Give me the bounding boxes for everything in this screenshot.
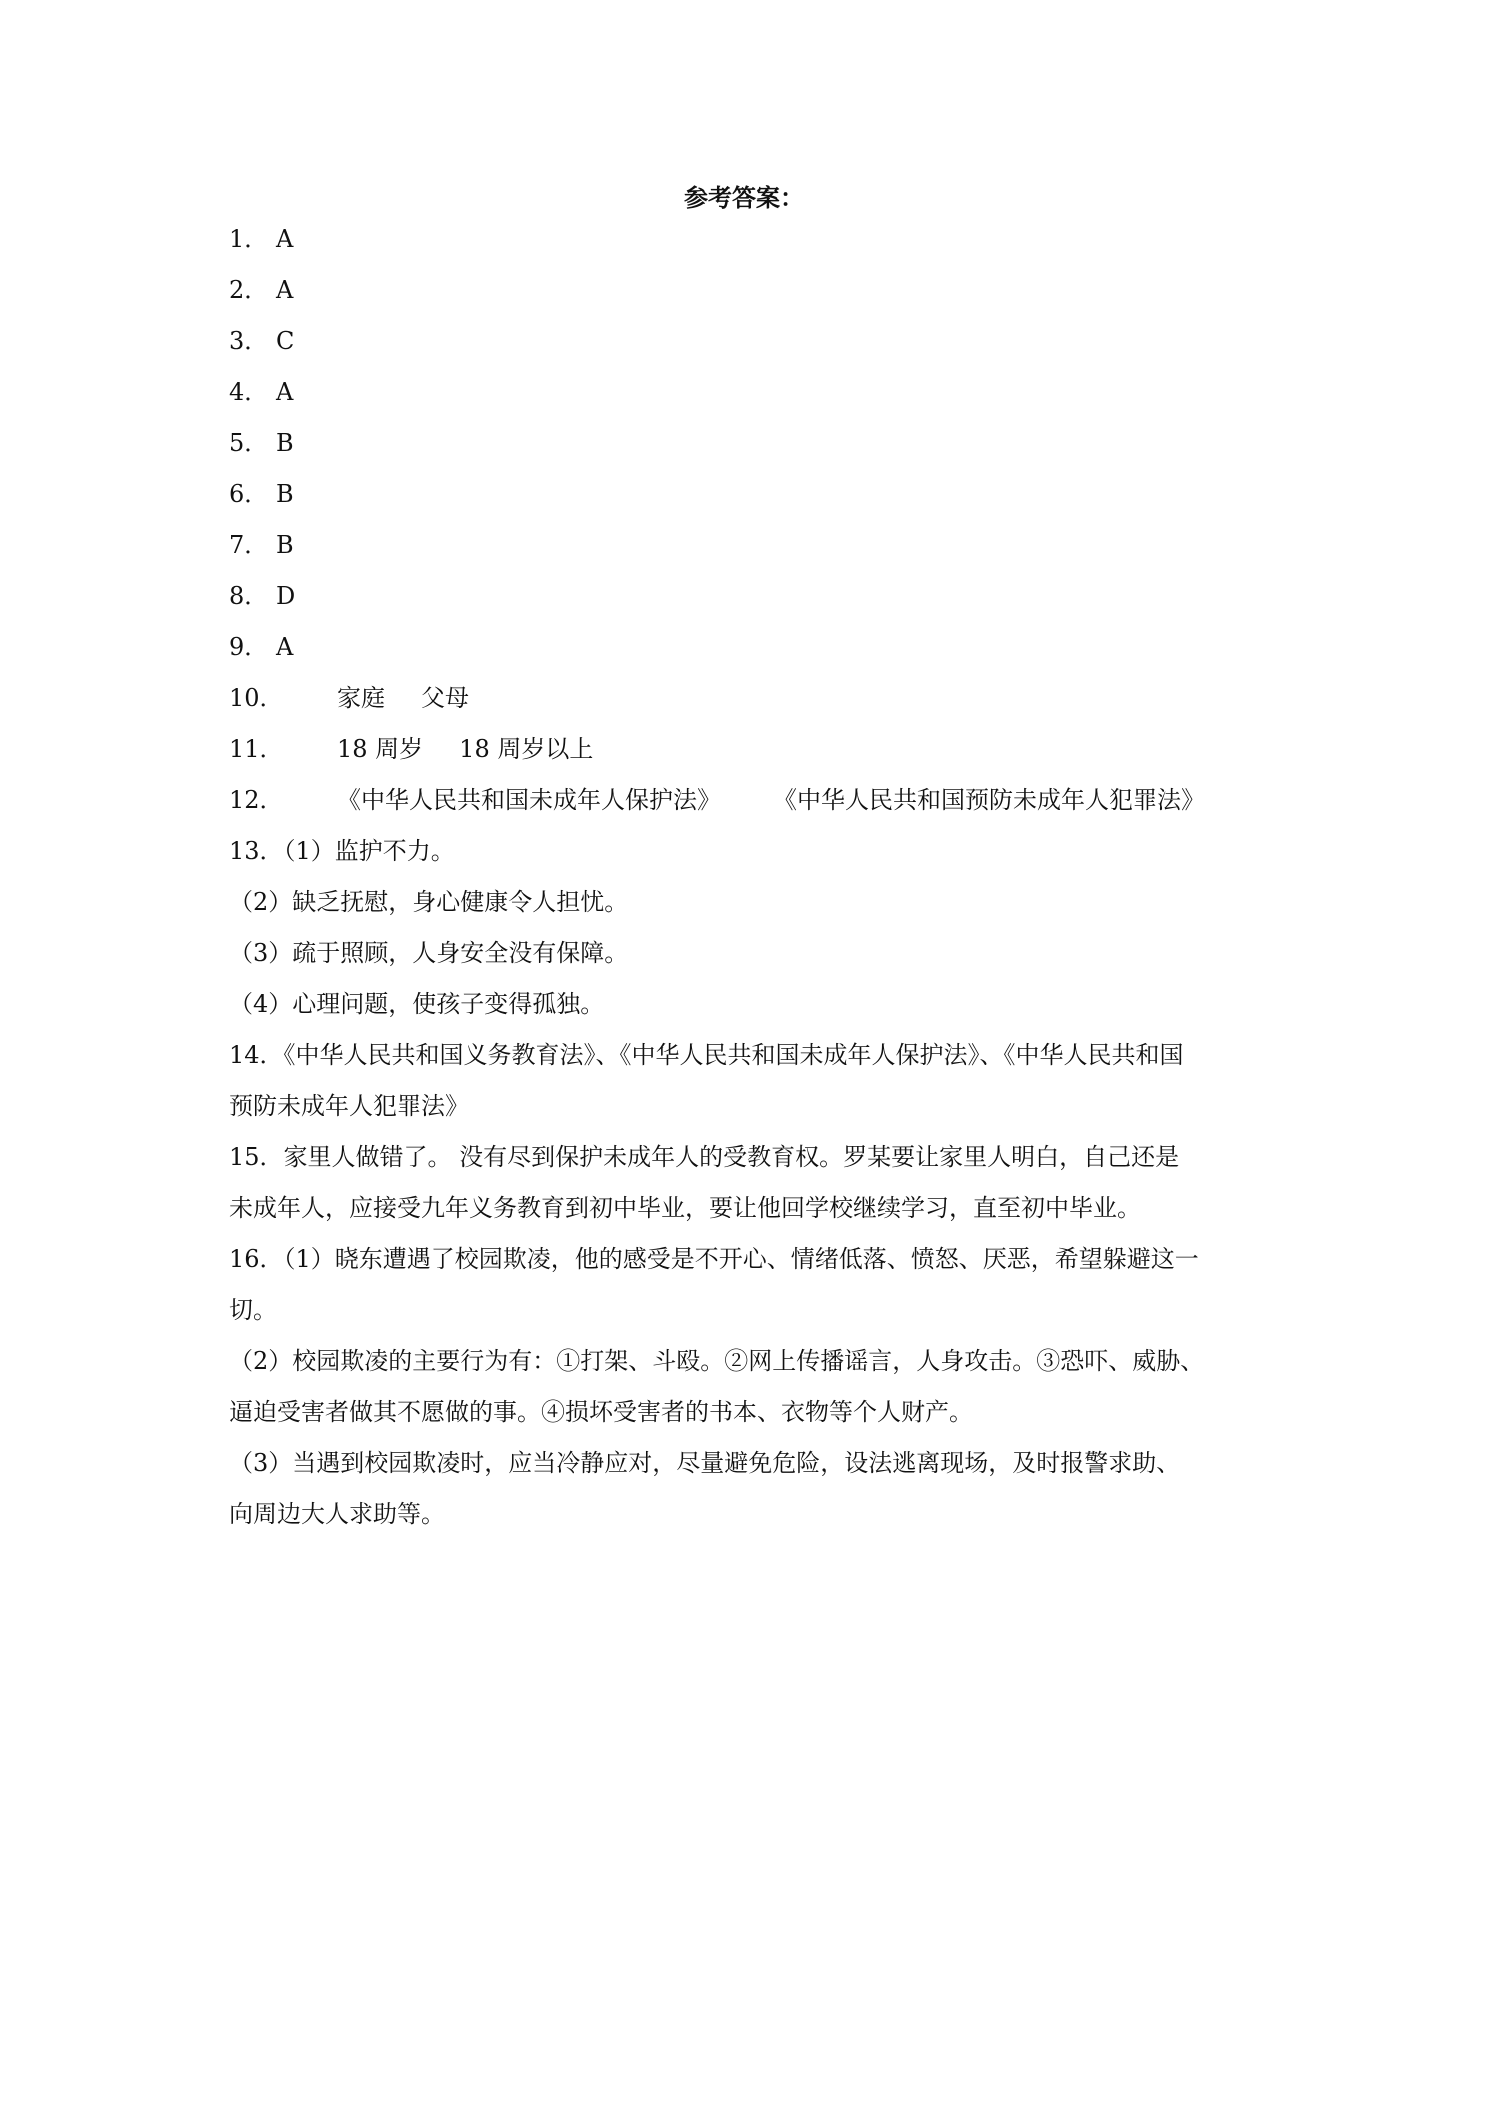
answer-line-q14-1: 14．《中华人民共和国义务教育法》、《中华人民共和国未成年人保护法》、《中华人民共和国 [229,1041,1184,1069]
answer-line-q11 [229,724,1269,775]
answer-line [229,265,1269,316]
question-number: 7． [229,531,269,559]
answer-text: B [276,480,294,508]
answer-line-q16-6: 向周边大人求助等。 [229,1500,445,1528]
answer-line-q13-2: （2）缺乏抚慰，身心健康令人担忧。 [229,888,629,916]
answer-text: A [276,633,294,661]
answer-line-q10 [229,673,1269,724]
answer-text: C [276,327,295,355]
question-number: 8． [229,582,269,610]
answer-line [229,367,1269,418]
question-number: 10． [229,684,284,712]
answer-line [229,418,1269,469]
answer-line-q13-4: （4）心理问题，使孩子变得孤独。 [229,990,605,1018]
answer-line [229,520,1269,571]
answer-line [229,316,1269,367]
question-number: 4． [229,378,269,406]
answer-line-q16-5: （3）当遇到校园欺凌时，应当冷静应对，尽量避免危险，设法逃离现场，及时报警求助、 [229,1449,1181,1477]
answer-text: A [276,225,294,253]
answer-line-q14-2: 预防未成年人犯罪法》 [229,1092,469,1120]
question-number: 2． [229,276,269,304]
answer-line [229,622,1269,673]
question-number: 5． [229,429,269,457]
answer-line [229,469,1269,520]
answer-line-q13-1: 13．（1）监护不力。 [229,837,455,865]
answer-line-q15-1: 15．家里人做错了。 没有尽到保护未成年人的受教育权。罗某要让家里人明白，自己还是 [229,1143,1180,1171]
answer-list [229,214,1269,1540]
blank-answer: 父母 [421,684,469,712]
question-number: 1． [229,225,269,253]
answer-line-q16-3: （2）校园欺凌的主要行为有：①打架、斗殴。②网上传播谣言，人身攻击。③恐吓、威胁、 [229,1347,1205,1375]
answer-text: A [276,276,294,304]
question-number: 6． [229,480,269,508]
answer-line-q16-1: 16．（1）晓东遭遇了校园欺凌，他的感受是不开心、情绪低落、愤怒、厌恶，希望躲避这一 [229,1245,1199,1273]
answer-line-q16-4: 逼迫受害者做其不愿做的事。④损坏受害者的书本、衣物等个人财产。 [229,1398,973,1426]
answer-line-q13-3: （3）疏于照顾，人身安全没有保障。 [229,939,629,967]
answer-line [229,214,1269,265]
answer-text: B [276,429,294,457]
question-number: 3． [229,327,269,355]
blank-answer: 《中华人民共和国预防未成年人犯罪法》 [773,786,1205,814]
blank-answer: 家庭 [337,684,385,712]
blank-answer: 18 周岁以上 [459,735,594,763]
answer-text: A [276,378,294,406]
page-title: 参考答案： [684,183,804,212]
answer-line-q16-2: 切。 [229,1296,277,1324]
blank-answer: 18 周岁 [337,735,424,763]
answer-line-q15-2: 未成年人，应接受九年义务教育到初中毕业，要让他回学校继续学习，直至初中毕业。 [229,1194,1141,1222]
answer-line-q12 [229,775,1269,826]
blank-answer: 《中华人民共和国未成年人保护法》 [337,786,721,814]
question-number: 9． [229,633,269,661]
answer-line [229,571,1269,622]
question-number: 12． [229,786,284,814]
answer-text: B [276,531,294,559]
answer-text: D [276,582,296,610]
question-number: 11． [229,735,284,763]
